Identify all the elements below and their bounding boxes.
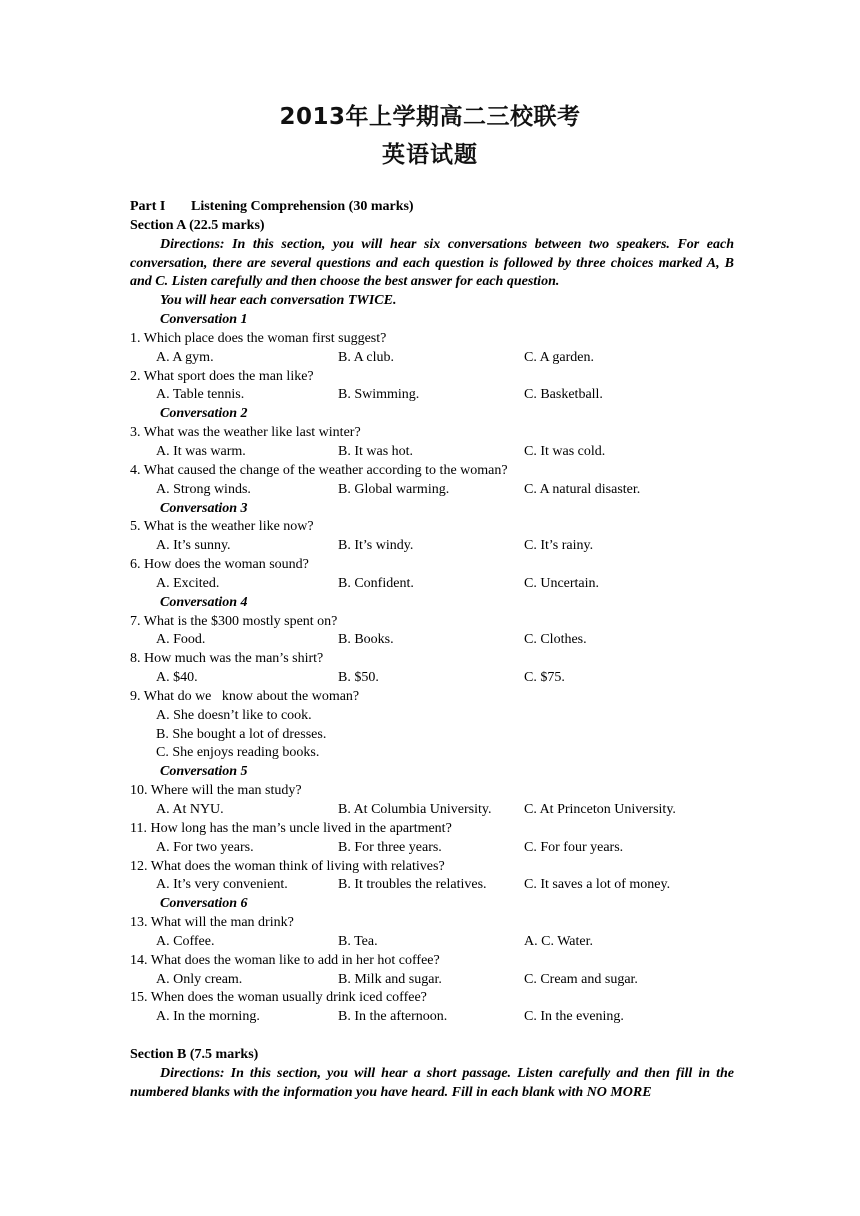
options-3	[130, 443, 734, 462]
conversation-heading: Conversation 4	[160, 594, 248, 610]
option-c: C. For four years.	[524, 839, 624, 855]
option-c: C. $75.	[524, 670, 565, 686]
options-15	[130, 1008, 734, 1027]
option-c: C. Cream and sugar.	[524, 971, 638, 987]
question-15: 15. When does the woman usually drink iced coffee?	[130, 990, 427, 1006]
option-c: C. A natural disaster.	[524, 481, 641, 497]
option-c: C. Basketball.	[524, 387, 603, 403]
question-1: 1. Which place does the woman first suggest?	[130, 330, 387, 346]
part-title: Listening Comprehension (30 marks)	[191, 199, 414, 214]
option-c: C. A garden.	[524, 349, 594, 365]
option-a: A. A gym.	[156, 349, 214, 365]
part-label: Part I	[130, 199, 166, 214]
options-14	[130, 971, 734, 990]
options-6	[130, 575, 734, 594]
conversation-heading: Conversation 1	[160, 312, 248, 328]
question-8: 8. How much was the man’s shirt?	[130, 651, 324, 667]
exam-title: 2013年上学期高二三校联考	[279, 104, 581, 130]
conversation-heading: Conversation 5	[160, 764, 248, 780]
option-b: B. At Columbia University.	[338, 802, 492, 817]
option-b: B. A club.	[338, 349, 395, 365]
option-a: A. She doesn’t like to cook.	[156, 707, 312, 723]
exam-content	[130, 198, 734, 1103]
option-a: A. Coffee.	[156, 933, 215, 949]
options-11	[130, 839, 734, 858]
section-b-directions: Directions: In this section, you will hear a short passage. Listen carefully and then fill in the numbered blanks with the information you have heard. Fill in each blank with NO MORE	[130, 1065, 734, 1100]
option-b: B. For three years.	[338, 839, 442, 855]
question-6: 6. How does the woman sound?	[130, 557, 309, 573]
question-13: 13. What will the man drink?	[130, 915, 294, 931]
option-b: B. It was hot.	[338, 443, 414, 459]
question-9: 9. What do we know about the woman?	[130, 688, 360, 704]
options-7	[130, 631, 734, 650]
conversation-heading: Conversation 2	[160, 406, 248, 422]
option-c: C. Uncertain.	[524, 575, 600, 591]
option-c: C. It saves a lot of money.	[524, 877, 671, 893]
spacer	[130, 1027, 734, 1046]
option-c: C. At Princeton University.	[524, 802, 676, 817]
options-4	[130, 481, 734, 500]
option-b: B. Confident.	[338, 575, 414, 591]
option-b: B. It’s windy.	[338, 538, 414, 554]
option-b: B. Milk and sugar.	[338, 971, 442, 987]
option-b: B. It troubles the relatives.	[338, 877, 487, 893]
option-c: C. It was cold.	[524, 443, 606, 459]
question-14: 14. What does the woman like to add in her hot coffee?	[130, 952, 440, 968]
section-a-title: Section A (22.5 marks)	[130, 217, 265, 233]
option-a: A. It’s very convenient.	[156, 877, 288, 893]
part-heading	[130, 198, 734, 217]
option-c: C. It’s rainy.	[524, 538, 594, 554]
twice-note: You will hear each conversation TWICE.	[160, 293, 397, 309]
option-a: A. For two years.	[156, 839, 254, 855]
question-7: 7. What is the $300 mostly spent on?	[130, 613, 338, 629]
option-a: A. $40.	[156, 670, 198, 686]
option-a: A. Only cream.	[156, 971, 243, 987]
option-a: A. Excited.	[156, 575, 220, 591]
option-b: B. Swimming.	[338, 387, 420, 403]
option-c: C. She enjoys reading books.	[156, 745, 320, 761]
question-12: 12. What does the woman think of living with relatives?	[130, 858, 445, 874]
options-12	[130, 876, 734, 895]
question-11: 11. How long has the man’s uncle lived in the apartment?	[130, 820, 452, 836]
conversation-heading: Conversation 3	[160, 500, 248, 516]
option-a: A. It was warm.	[156, 443, 246, 459]
question-4: 4. What caused the change of the weather according to the woman?	[130, 462, 508, 478]
option-b: B. $50.	[338, 670, 379, 686]
conversation-heading: Conversation 6	[160, 896, 248, 912]
question-2: 2. What sport does the man like?	[130, 368, 314, 384]
option-c: C. Clothes.	[524, 632, 587, 648]
question-10: 10. Where will the man study?	[130, 783, 302, 799]
options-8	[130, 669, 734, 688]
option-b: B. Books.	[338, 632, 394, 648]
options-2	[130, 386, 734, 405]
options-1	[130, 349, 734, 368]
option-b: B. Global warming.	[338, 481, 450, 497]
option-a: A. In the morning.	[156, 1009, 260, 1025]
options-13	[130, 933, 734, 952]
options-10	[130, 801, 734, 820]
options-5	[130, 537, 734, 556]
question-3: 3. What was the weather like last winter?	[130, 425, 361, 441]
option-a: A. Strong winds.	[156, 481, 251, 497]
option-a: A. Food.	[156, 632, 206, 648]
option-b: B. She bought a lot of dresses.	[156, 726, 327, 742]
option-a: A. Table tennis.	[156, 387, 245, 403]
question-5: 5. What is the weather like now?	[130, 519, 314, 535]
option-c: A. C. Water.	[524, 933, 593, 949]
option-c: C. In the evening.	[524, 1009, 624, 1025]
option-b: B. In the afternoon.	[338, 1009, 448, 1025]
option-b: B. Tea.	[338, 933, 378, 949]
exam-subtitle: 英语试题	[382, 142, 478, 168]
section-a-directions: Directions: In this section, you will hear six conversations between two speakers. For each conversation, there are several questions and each question is followed by three choices marked A, B and C. Listen carefully and then choose the best answer for each question.	[130, 236, 734, 290]
option-a: A. It’s sunny.	[156, 538, 231, 554]
option-a: A. At NYU.	[156, 802, 224, 817]
section-b-title: Section B (7.5 marks)	[130, 1046, 259, 1062]
